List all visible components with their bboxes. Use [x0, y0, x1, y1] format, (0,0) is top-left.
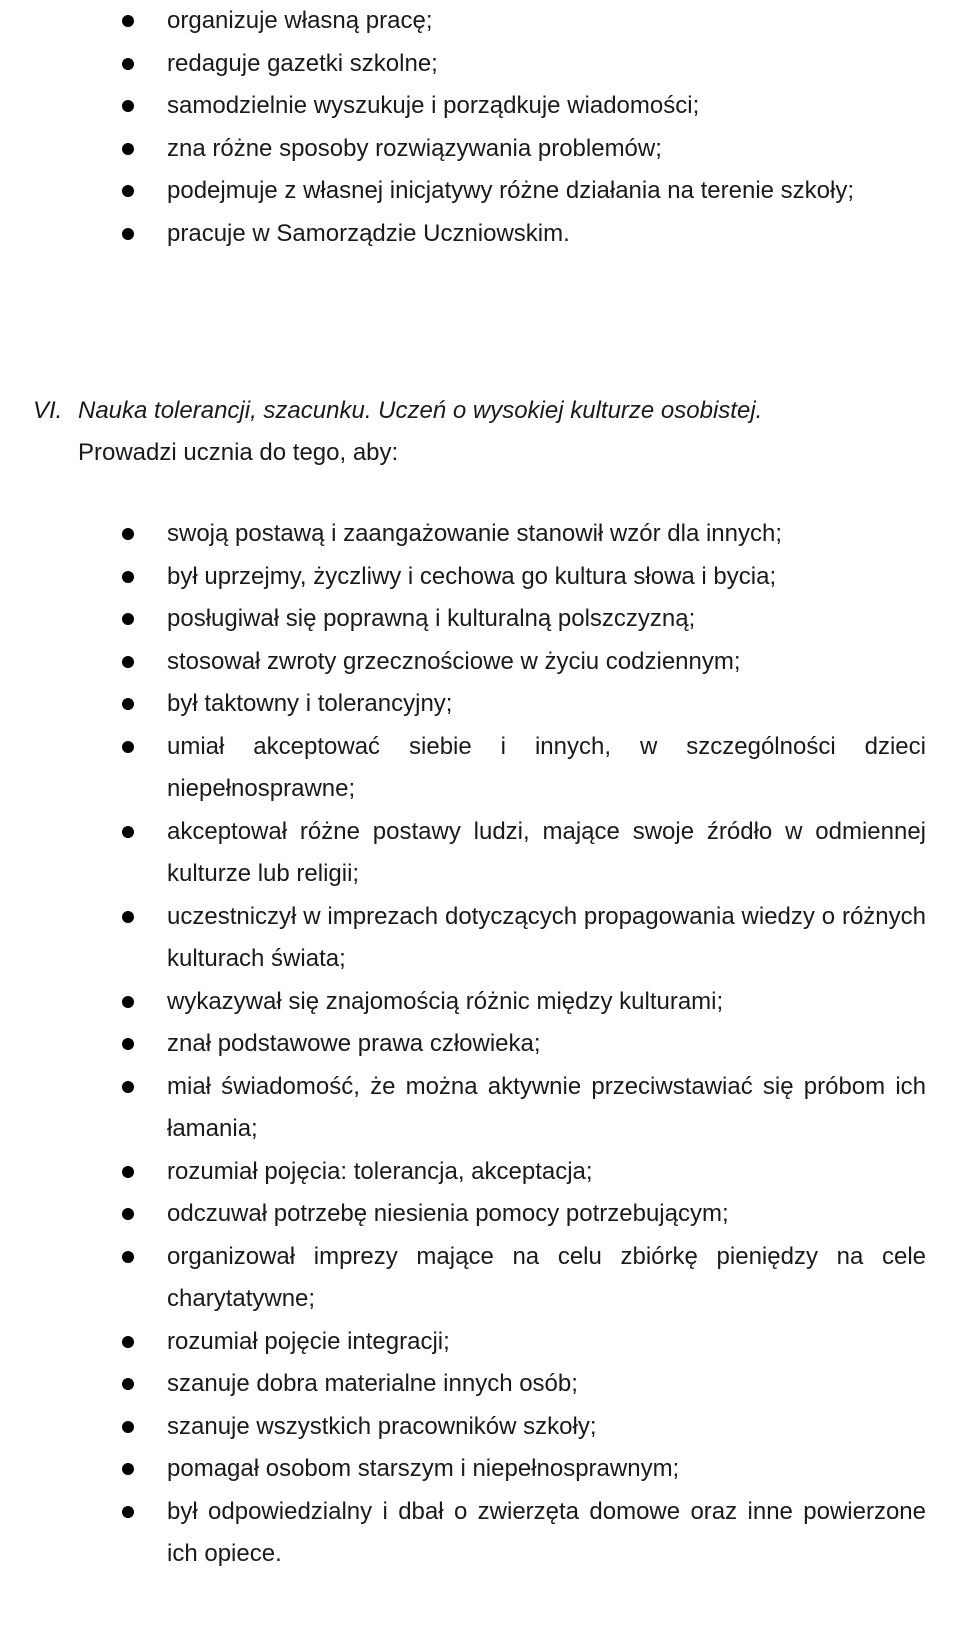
list-item-text: pracuje w Samorządzie Uczniowskim.	[167, 219, 570, 247]
bullet-icon	[122, 1251, 134, 1263]
section-number: VI.	[33, 397, 63, 424]
bullet-icon	[122, 1081, 134, 1093]
bullet-icon	[122, 1506, 134, 1518]
list-item	[0, 1066, 960, 1151]
list-item-text: uczestniczył w imprezach dotyczących propagowania wiedzy o różnych kulturach świata;	[167, 902, 926, 972]
list-item	[0, 1321, 960, 1364]
bullet-icon	[122, 826, 134, 838]
list-item	[0, 1193, 960, 1236]
list-item-text: organizował imprezy mające na celu zbiórkę pieniędzy na cele charytatywne;	[167, 1242, 926, 1312]
list-item-text: organizuje własną pracę;	[167, 7, 433, 34]
list-item	[0, 128, 960, 171]
bullet-icon	[122, 228, 134, 240]
list-item	[0, 641, 960, 684]
list-item-text: wykazywał się znajomością różnic między kulturami;	[167, 987, 724, 1015]
list-item	[0, 170, 960, 213]
list-item-text: szanuje wszystkich pracowników szkoły;	[167, 1412, 597, 1440]
list-item	[0, 726, 960, 811]
bullet-icon	[122, 911, 134, 923]
list-item-text: stosował zwroty grzecznościowe w życiu codziennym;	[167, 647, 741, 675]
list-item	[0, 556, 960, 599]
bullet-icon	[122, 58, 134, 70]
bullet-icon	[122, 698, 134, 710]
section-intro: Prowadzi ucznia do tego, aby:	[78, 439, 399, 466]
bullet-icon	[122, 1463, 134, 1475]
bullet-icon	[122, 1421, 134, 1433]
list-item	[0, 896, 960, 981]
bullet-icon	[122, 15, 134, 27]
bullet-icon	[122, 741, 134, 753]
bullet-icon	[122, 571, 134, 583]
list-item	[0, 1363, 960, 1406]
list-item-text: rozumiał pojęcia: tolerancja, akceptacja;	[167, 1157, 593, 1185]
list-item-text: miał świadomość, że można aktywnie przeciwstawiać się próbom ich łamania;	[167, 1072, 926, 1142]
bullet-icon	[122, 656, 134, 668]
list-item	[0, 1151, 960, 1194]
list-item-text: szanuje dobra materialne innych osób;	[167, 1370, 578, 1397]
list-item-text: zna różne sposoby rozwiązywania problemów;	[167, 134, 662, 162]
bullet-icon	[122, 1208, 134, 1220]
bullet-icon	[122, 100, 134, 112]
list-item	[0, 1236, 960, 1321]
bullet-icon	[122, 1336, 134, 1348]
bullet-icon	[122, 996, 134, 1008]
bullet-icon	[122, 143, 134, 155]
list-item-text: swoją postawą i zaangażowanie stanowił wzór dla innych;	[167, 520, 782, 547]
list-item-text: był uprzejmy, życzliwy i cechowa go kultura słowa i bycia;	[167, 562, 777, 590]
section-title: Nauka tolerancji, szacunku. Uczeń o wysokiej kulturze osobistej.	[78, 397, 763, 424]
list-item-text: podejmuje z własnej inicjatywy różne działania na terenie szkoły;	[167, 177, 855, 204]
list-item-text: był odpowiedzialny i dbał o zwierzęta domowe oraz inne powierzone ich opiece.	[167, 1497, 926, 1567]
list-item	[0, 981, 960, 1024]
list-item	[0, 598, 960, 641]
list-item	[0, 0, 960, 43]
list-item	[0, 1491, 960, 1576]
list-item-text: znał podstawowe prawa człowieka;	[167, 1030, 541, 1057]
list-item-text: umiał akceptować siebie i innych, w szczególności dzieci niepełnosprawne;	[167, 732, 926, 802]
list-item	[0, 1023, 960, 1066]
list-item	[0, 513, 960, 556]
bullet-icon	[122, 1038, 134, 1050]
list-item	[0, 811, 960, 896]
list-item	[0, 683, 960, 726]
list-item-text: odczuwał potrzebę niesienia pomocy potrzebującym;	[167, 1200, 729, 1227]
list-item-text: rozumiał pojęcie integracji;	[167, 1327, 450, 1355]
bullet-icon	[122, 1378, 134, 1390]
list-item	[0, 213, 960, 256]
list-item-text: akceptował różne postawy ludzi, mające swoje źródło w odmiennej kulturze lub religii;	[167, 817, 926, 887]
list-item-text: posługiwał się poprawną i kulturalną polszczyzną;	[167, 605, 696, 632]
list-item	[0, 43, 960, 86]
list-item-text: redaguje gazetki szkolne;	[167, 49, 438, 77]
bullet-icon	[122, 1166, 134, 1178]
list-item-text: pomagał osobom starszym i niepełnosprawnym;	[167, 1455, 680, 1482]
list-item	[0, 85, 960, 128]
bullet-icon	[122, 528, 134, 540]
list-item-text: samodzielnie wyszukuje i porządkuje wiadomości;	[167, 92, 700, 119]
bullet-icon	[122, 185, 134, 197]
section-heading	[0, 390, 960, 432]
list-item	[0, 1448, 960, 1491]
list-item-text: był taktowny i tolerancyjny;	[167, 690, 453, 717]
list-item	[0, 1406, 960, 1449]
bullet-icon	[122, 613, 134, 625]
top-bullet-list	[0, 0, 960, 255]
main-bullet-list	[0, 513, 960, 1576]
